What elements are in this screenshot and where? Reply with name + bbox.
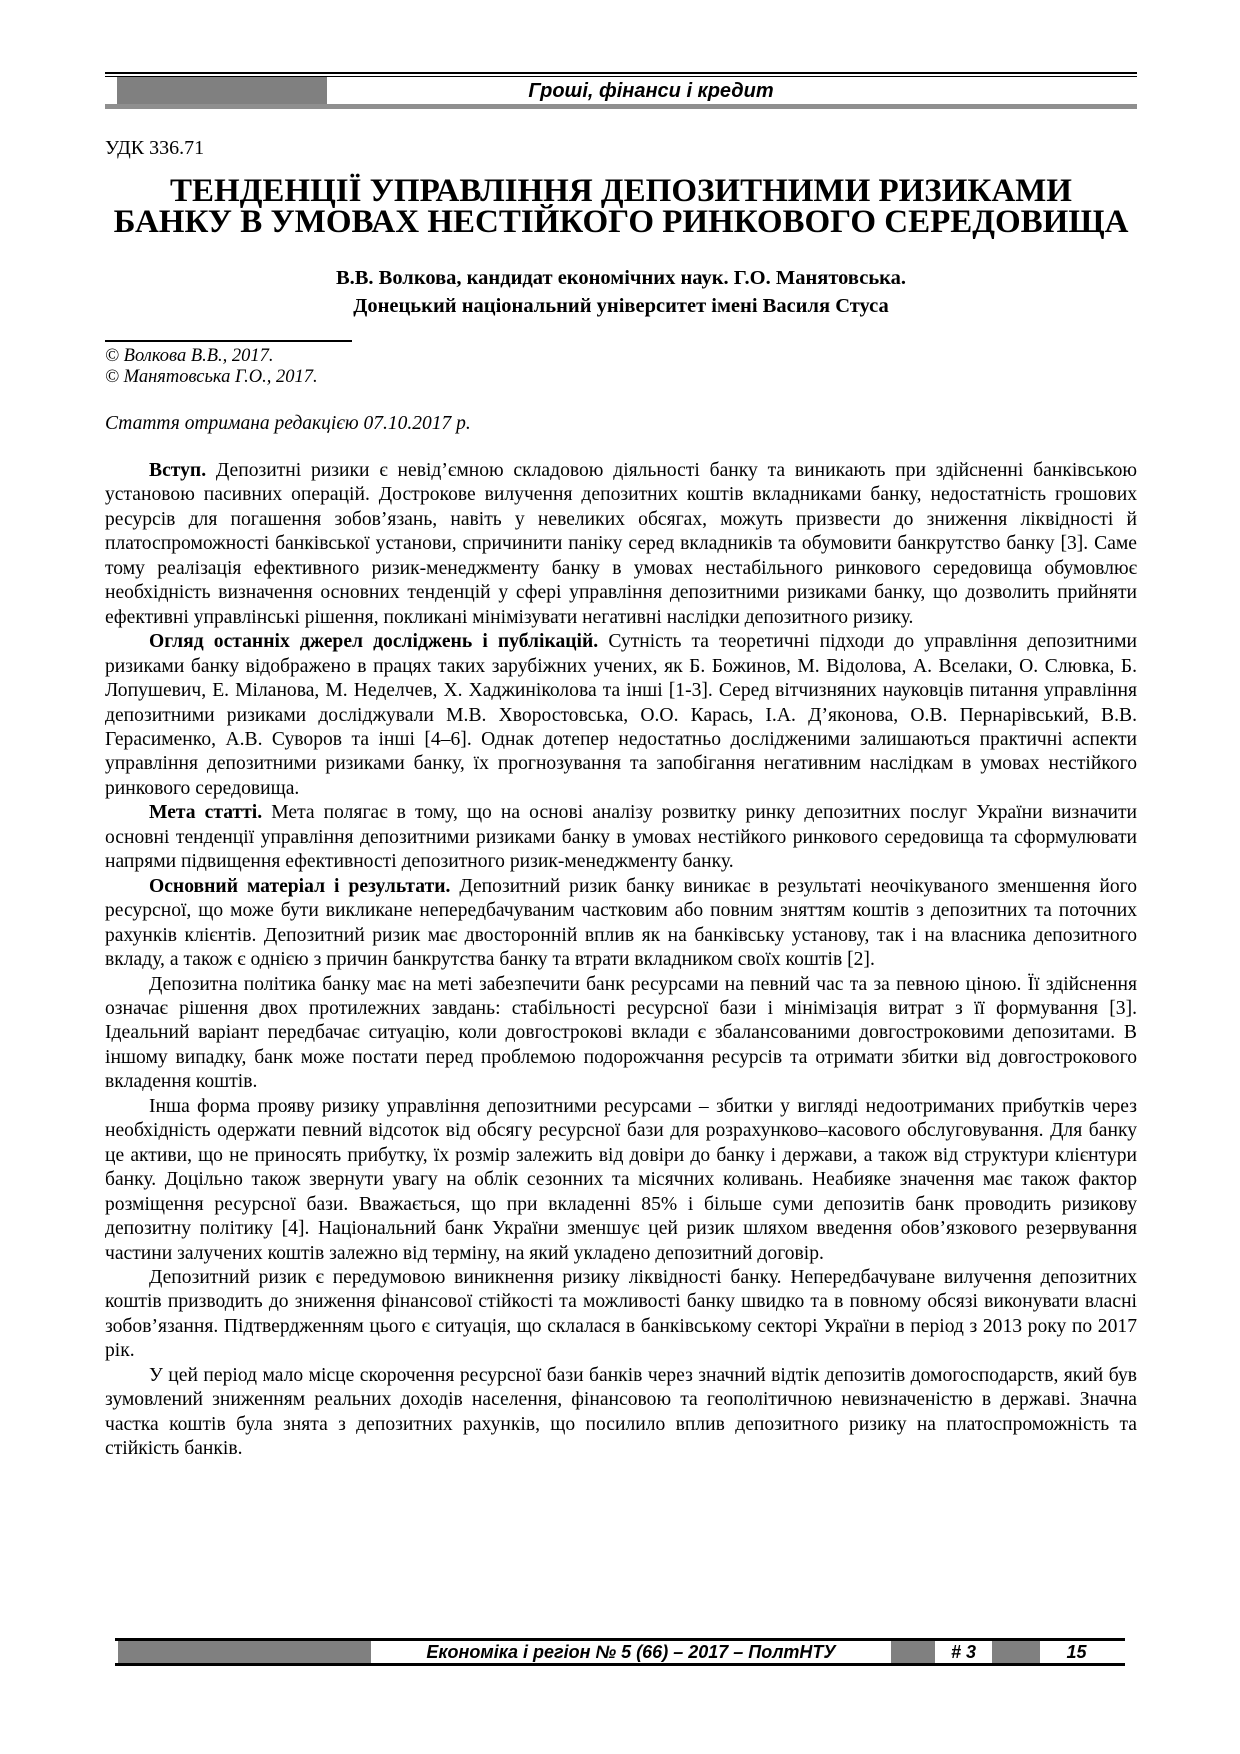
paragraph-lead: Вступ. — [149, 460, 216, 481]
received-date-line: Стаття отримана редакцією 07.10.2017 р. — [105, 413, 471, 434]
footer-journal: Економіка і регіон № 5 (66) – 2017 – ПолтНТУ — [426, 1642, 836, 1662]
paragraph: У цей період мало місце скорочення ресурсної бази банків через значний відтік депозитів домогосподарств, який був зумовлений зниженням реальних доходів населення, фінансовою та геополітичною невизначеністю в державі. Значна частка коштів була знята з депозитних рахунків, що посилило вплив депозитного ризику на платоспроможність та стійкість банків. — [105, 1364, 1137, 1460]
footer-page-number: 15 — [1066, 1642, 1087, 1662]
udc-code: УДК 336.71 — [105, 137, 205, 159]
page-footer — [115, 1638, 1125, 1666]
paragraph-lead: Огляд останніх джерел досліджень і публікацій. — [149, 631, 609, 653]
authors-block — [105, 264, 1137, 320]
article-title — [105, 173, 1137, 240]
copyright-line: © Волкова В.В., 2017. — [105, 346, 274, 366]
section-title: Гроші, фінанси і кредит — [528, 80, 774, 102]
page-header — [105, 77, 1137, 109]
page-content — [105, 0, 1137, 1462]
paragraph: Вступ. Депозитні ризики є невід’ємною складовою діяльності банку та виникають при здійсненні банківською установою пасивних операцій. Дострокове вилучення депозитних коштів вкладниками банку, недостатність грошових ресурсів для погашення зобов’язань, навіть у невеликих обсягах, можуть призвести до зниження ліквідності й платоспроможності банківської установи, спричинити паніку серед вкладників та обумовити банкрутство банку [3]. Саме тому реалізація ефективного ризик-менеджменту банку в умовах нестабільного ринкового середовища обумовлює необхідність визначення основних тенденцій у сфері управління депозитними ризиками банку, що дозволить прийняти ефективні управлінські рішення, покликані мінімізувати негативні наслідки депозитного ризику. — [105, 460, 1138, 628]
footer-gray-block — [891, 1641, 935, 1663]
copyright-line: © Манятовська Г.О., 2017. — [105, 367, 318, 387]
copyright-rule — [105, 340, 352, 342]
paragraph-lead: Мета статті. — [149, 802, 272, 824]
paragraph: Основний матеріал і результати. Депозитний ризик банку виникає в результаті неочікуваного зменшення його ресурсної, що може бути викликане непередбачуваним частковим або повним зняттям коштів з депозитних та поточних рахунків клієнтів. Депозитний ризик має двосторонній вплив як на банківську установу, так і на власника депозитного вкладу, а також є однією з причин банкрутства банку та втрати вкладником своїх коштів [2]. — [105, 875, 1137, 971]
authors-line: В.В. Волкова, кандидат економічних наук. Г.О. Манятовська. — [335, 267, 907, 289]
paragraph: Депозитний ризик є передумовою виникнення ризику ліквідності банку. Непередбачуване вилучення депозитних коштів призводить до зниження фінансової стійкості та можливості банку швидко та в повному обсязі виконувати власні зобов’язання. Підтвердженням цього є ситуація, що склалася в банківському секторі України в період з 2013 року по 2017 рік. — [105, 1266, 1137, 1362]
paragraph: Мета статті. Мета полягає в тому, що на основі аналізу розвитку ринку депозитних послуг України визначити основні тенденції управління депозитними ризиками банку в умовах нестійкого ринкового середовища та сформулювати напрями підвищення ефективності депозитного ризик-менеджменту банку. — [105, 802, 1137, 873]
footer-gray-block — [118, 1641, 371, 1663]
footer-gray-block — [992, 1641, 1040, 1663]
paragraph-lead: Основний матеріал і результати. — [149, 875, 460, 897]
paragraph: Огляд останніх джерел досліджень і публікацій. Сутність та теоретичні підходи до управління депозитними ризиками банку відображено в працях таких зарубіжних учених, як Б. Божинов, М. Відолова, А. Вселаки, О. Слювка, Б. Лопушевич, Е. Міланова, М. Неделчев, Х. Хаджиніколова та інші [1-3]. Серед вітчизняних науковців питання управління депозитними ризиками досліджували М.В. Хворостовська, О.О. Карась, І.А. Д’яконова, О.В. Пернарівський, В.В. Герасименко, А.В. Суворов та інші [4–6]. Однак дотепер недостатньо дослідженими залишаються практичні аспекти управління депозитними ризиками банку, їх прогнозування та запобігання негативним наслідкам в умовах нестійкого ринкового середовища. — [105, 631, 1137, 799]
paragraph: Інша форма прояву ризику управління депозитними ресурсами – збитки у вигляді недоотриманих прибутків через необхідність одержати певний відсоток від обсягу ресурсної бази для розрахунково–касового обслуговування. Для банку це активи, що не приносять прибутку, їх розмір залежить від довіри до банку і держави, а також від структури клієнтури банку. Доцільно також звернути увагу на облік сезонних та місячних коливань. Неабияке значення має також фактор розміщення ресурсної бази. Вважається, що при вкладенні 85% і більше суми депозитів банк проводить ризикову депозитну політику [4]. Національний банк України зменшує цей ризик шляхом введення обов’язкового резервування частини залучених коштів залежно від терміну, на який укладено депозитний договір. — [105, 1095, 1137, 1264]
footer-issue: # 3 — [950, 1642, 977, 1662]
article-body — [105, 459, 1137, 1462]
paragraph: Депозитна політика банку має на меті забезпечити банк ресурсами на певний час та за певною ціною. Її здійснення означає рішення двох протилежних завдань: стабільності ресурсної бази і мінімізація витрат з її формування [3]. Ідеальний варіант передбачає ситуацію, коли довгострокові вклади є збалансованими довгостроковими депозитами. В іншому випадку, банк може постати перед проблемою подорожчання ресурсів та отримати збитки від довгострокового вкладення коштів. — [105, 973, 1137, 1093]
affiliation-line: Донецький національний університет імені Василя Стуса — [353, 295, 889, 317]
article-title-line1: ТЕНДЕНЦІЇ УПРАВЛІННЯ ДЕПОЗИТНИМИ РИЗИКАМИ — [170, 173, 1072, 209]
article-title-line2: БАНКУ В УМОВАХ НЕСТІЙКОГО РИНКОВОГО СЕРЕДОВИЩА — [113, 204, 1129, 240]
copyright-block — [105, 340, 1137, 388]
